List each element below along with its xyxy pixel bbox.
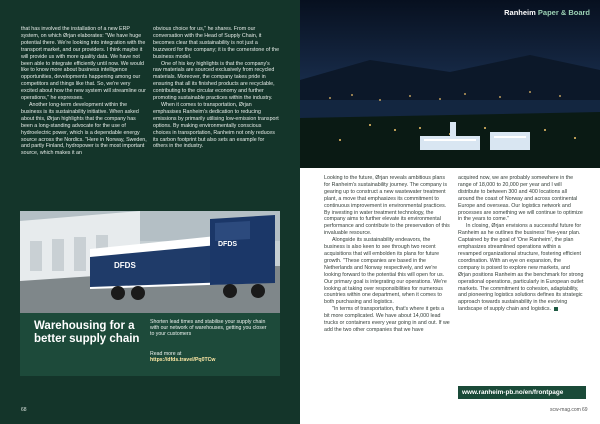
ad-read-more-label: Read more at bbox=[150, 351, 182, 357]
ad-read-more bbox=[150, 351, 272, 363]
truck-logo-trailer: DFDS bbox=[114, 261, 136, 270]
left-column-1 bbox=[21, 26, 147, 157]
advertisement bbox=[20, 313, 280, 376]
paragraph: "In terms of transportation, that's where it gets a bit more complicated. We have about 14,000 lead trucks or containers every year going in and out. If we add the two other companies that we have bbox=[324, 306, 450, 333]
paragraph: Another long-term development within the business is its sustainability initiative. When asked about this, Ørjan highlights that the company has been a long-standing advocate for the use of hydroelectric power, which is a dependable energy source across the Nordics. "Here in Norway, Sweden, and partly Finland, hydropower is the most important source, which makes it an bbox=[21, 101, 147, 157]
paragraph: that has involved the installation of a new ERP system, on which Ørjan elaborates: "We have huge potential there. We're looking into integration with the transport market, and our providers. I think maybe it will provide us with more quality data. We have not been able to integrate efficiently until now. We would like to know more about business intelligence opportunities, developments happening among our competitors and things like that. So, we're very excited about how the new system will streamline our operations," he expresses. bbox=[21, 26, 146, 102]
page-number-right: 69 bbox=[582, 407, 588, 413]
end-mark-icon bbox=[554, 307, 558, 311]
paragraph bbox=[458, 223, 584, 313]
truck-illustration bbox=[20, 211, 280, 313]
paragraph: Alongside its sustainability endeavors, the business is also keen to see through two recent acquisitions that will embolden its plans for future growth. "These companies are based in the Netherlands and Norway respectively, and we're looking forward to the potential this will open for us. Our primary goal is integrating our operations. We're looking at taking over responsibilities for numerous countries within one department, when it comes to both purchasing and logistics. bbox=[324, 237, 447, 306]
header-sub: Paper & Board bbox=[537, 8, 590, 17]
ad-link[interactable]: https://dfds.travel/Pq0TCw bbox=[150, 357, 216, 364]
truck-logo-cab: DFDS bbox=[218, 241, 238, 248]
header-brand: Ranheim bbox=[504, 8, 536, 17]
paragraph: When it comes to transportation, Ørjan emphasises Ranheim's dedication to reducing emissions by primarily utilising low-emission transport options. By making environmentally conscious choices in transportation, Ranheim not only reduces its carbon footprint but also sets an example for others in the industry. bbox=[153, 101, 279, 150]
paragraph: obvious choice for us," he shares. From our conversation with the Head of Supply Chain, it becomes clear that sustainability is not just a buzzword for the company; it is the cornerstone of the business model. bbox=[153, 26, 280, 60]
paragraph: Looking to the future, Ørjan reveals ambitious plans for Ranheim's sustainability journey. The company is gearing up to construct a new wastewater treatment plant, a move that emphasizes its commitment to continuous improvement in environmental practices. By investing in water treatment technology, the company aims to further elevate its environmental performance and contribute to the preservation of this invaluable resource. bbox=[324, 175, 450, 237]
night-city-illustration bbox=[300, 0, 600, 168]
header-photo bbox=[300, 0, 600, 168]
company-url[interactable]: www.ranheim-pb.no/en/frontpage bbox=[462, 388, 564, 396]
paragraph: One of his key highlights is that the company's raw materials are sourced exclusively from recycled materials. Moreover, the company takes pride in ensuring that all its finished products are recyclable, contributing to the circular economy and further promoting sustainable practices within the industry. bbox=[153, 60, 275, 102]
page-number-left: 68 bbox=[21, 407, 27, 413]
ad-body: Shorten lead times and stabilise your supply chain with our network of warehouses, getting you closer to your customers bbox=[150, 319, 267, 338]
right-column-2 bbox=[458, 175, 584, 313]
left-column-2 bbox=[153, 26, 279, 150]
right-column-1 bbox=[324, 175, 450, 334]
right-page bbox=[300, 0, 600, 424]
truck-photo bbox=[20, 211, 280, 313]
paragraph: acquired now, we are probably somewhere in the range of 18,000 to 20,000 per year and I will distribute to between 300 and 400 locations all around the coast of Norway and across continental Europe and overseas. Our logistics network and processes are something we will continue to optimize in the years to come." bbox=[458, 175, 583, 223]
magazine-header bbox=[504, 8, 590, 17]
ad-headline: Warehousing for a better supply chain bbox=[34, 320, 140, 345]
paragraph-text: In closing, Ørjan envisions a successful future for Ranheim as he outlines the business' five-year plan. Captained by the goal of 'One Ranheim', the plan emphasizes streamlined operations within a revamped organizational structure, fostering efficient coordination. With an eye on expansion, the company is poised to explore new markets, and Ørjan positions Ranheim as the benchmark for strong operational operations, particularly in European outlet markets. The commitment to cohesion, adaptability, and pioneering logistics solutions defines its strategic approach towards sustainability in the evolving landscape of supply chain and logistics. bbox=[458, 223, 584, 313]
url-box[interactable] bbox=[458, 386, 586, 399]
site-name: scw-mag.com bbox=[550, 407, 581, 413]
